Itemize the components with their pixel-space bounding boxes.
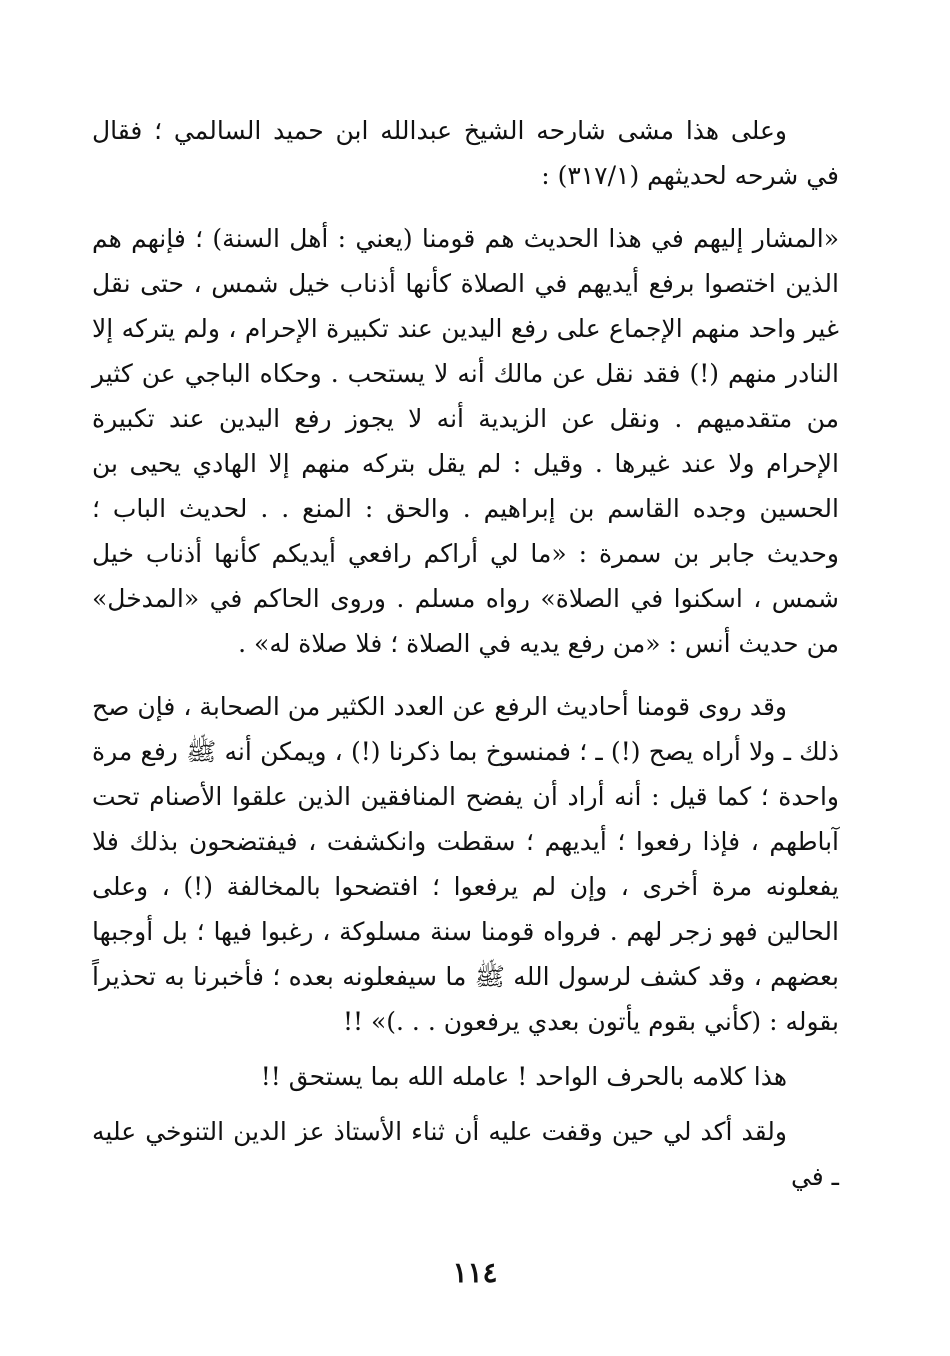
commentary-continuation-paragraph: وقد روى قومنا أحاديث الرفع عن العدد الكثير من الصحابة ، فإن صح ذلك ـ ولا أراه يصح (!) ـ ؛ فمنسوخ بما ذكرنا (!) ، ويمكن أنه ﷺ رفع مرة واحدة ؛ كما قيل : أنه أراد أن يفضح المنافقين الذين علقوا الأصنام تحت آباطهم ، فإذا رفعوا ؛ أيديهم ؛ سقطت وانكشفت ، فيفتضحون بذلك فلا يفعلونه مرة أخرى ، وإن لم يرفعوا ؛ افتضحوا بالمخالفة (!) ، وعلى الحالين فهو زجر لهم . فرواه قومنا سنة مسلوكة ، رغبوا فيها ؛ بل أوجبها بعضهم ، وقد كشف لرسول الله ﷺ ما سيفعلونه بعده ؛ فأخبرنا به تحذيراً بقوله : (كأني بقوم يأتون بعدي يرفعون . . .)» !!	[92, 692, 839, 1036]
page-number: ١١٤	[452, 1256, 498, 1289]
remark-paragraph: هذا كلامه بالحرف الواحد ! عامله الله بما يستحق !!	[260, 1062, 787, 1091]
page-body	[92, 108, 839, 1199]
quoted-commentary-paragraph: «المشار إليهم في هذا الحديث هم قومنا (يعني : أهل السنة) ؛ فإنهم هم الذين اختصوا برفع أيديهم في الصلاة كأنها أذناب خيل شمس ، حتى نقل غير واحد منهم الإجماع على رفع اليدين عند تكبيرة الإحرام ، ولم يتركه إلا النادر منهم (!) فقد نقل عن مالك أنه لا يستحب . وحكاه الباجي عن كثير من متقدميهم . ونقل عن الزيدية أنه لا يجوز رفع اليدين عند تكبيرة الإحرام ولا عند غيرها . وقيل : لم يقل بتركه منهم إلا الهادي يحيى بن الحسين وجده القاسم بن إبراهيم . والحق : المنع . . لحديث الباب ؛ وحديث جابر بن سمرة : «ما لي أراكم رافعي أيديكم كأنها أذناب خيل شمس ، اسكنوا في الصلاة» رواه مسلم . وروى الحاكم في «المدخل» من حديث أنس : «من رفع يديه في الصلاة ؛ فلا صلاة له» .	[92, 224, 839, 658]
closing-paragraph: ولقد أكد لي حين وقفت عليه أن ثناء الأستاذ عز الدين التنوخي عليه ـ في	[92, 1117, 839, 1191]
intro-paragraph: وعلى هذا مشى شارحه الشيخ عبدالله ابن حميد السالمي ؛ فقال في شرحه لحديثهم (٣١٧/١) :	[92, 116, 839, 190]
